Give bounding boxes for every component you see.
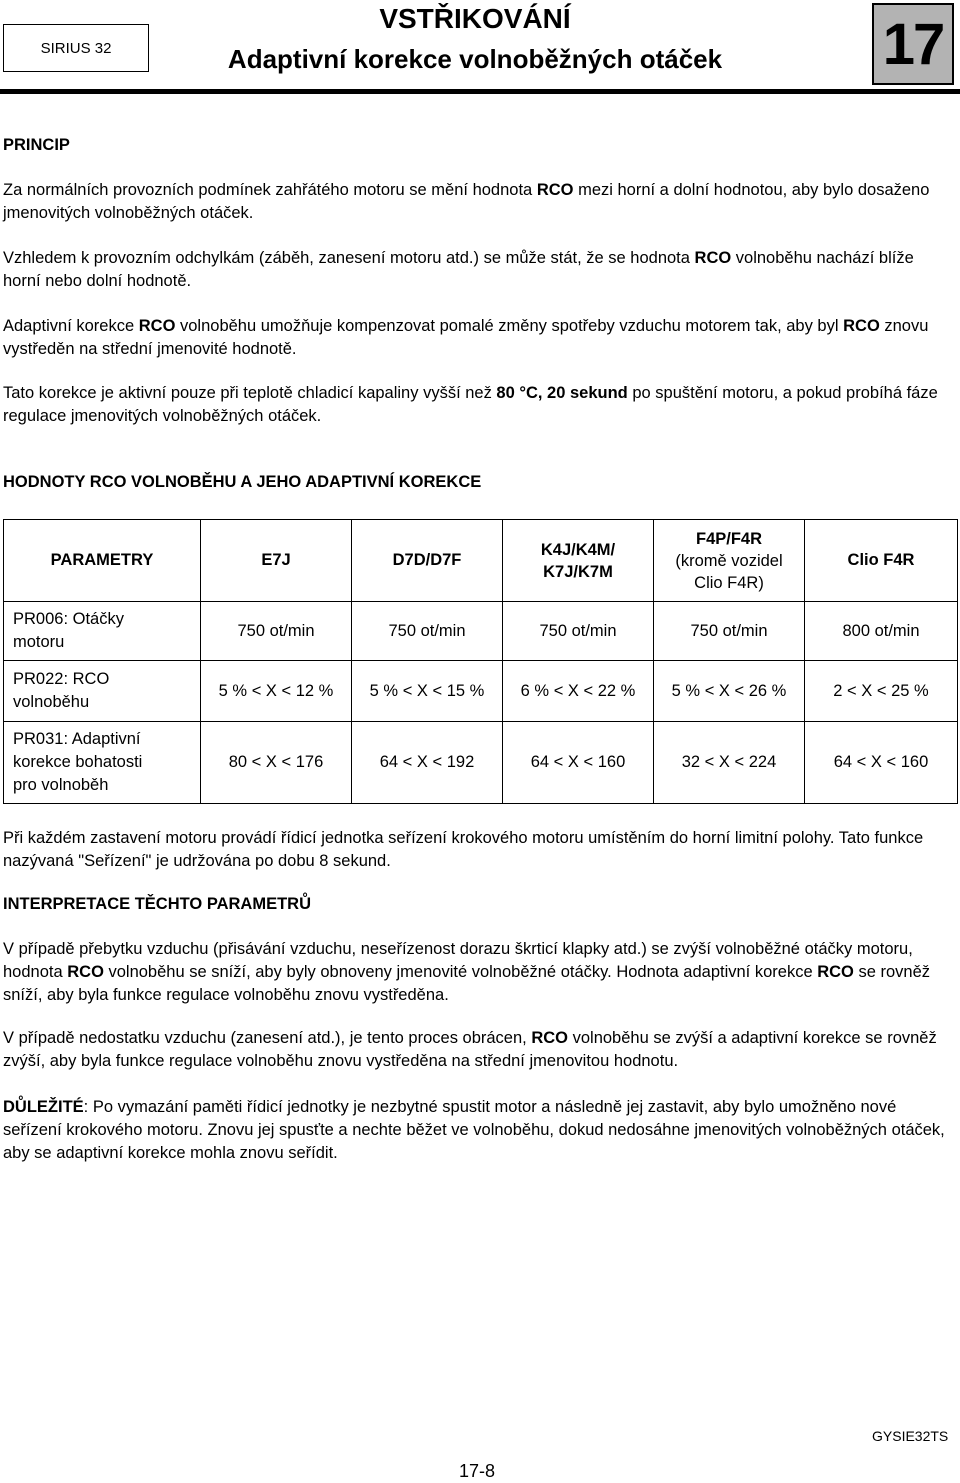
values-heading: HODNOTY RCO VOLNOBĚHU A JEHO ADAPTIVNÍ KOREKCE [3,473,482,491]
table-cell: 2 < X < 25 % [805,661,958,722]
header-text: K4J/K4M/ K7J/K7M [540,540,616,581]
table-cell: 750 ot/min [201,602,352,661]
rco-term: RCO [531,1029,569,1047]
header-parametry: PARAMETRY [4,520,201,602]
rco-term: RCO [817,963,854,981]
important-note [3,1096,953,1165]
table-cell: 750 ot/min [352,602,503,661]
table-row [4,722,958,804]
text: znovu vystředěn na střední jmenovité hodnotě. [3,317,929,358]
page-subtitle: Adaptivní korekce volnoběžných otáček [227,44,723,74]
table-cell: 750 ot/min [654,602,805,661]
page-title: VSTŘIKOVÁNÍ [379,3,571,34]
table-row [4,602,958,661]
interpretation-paragraph-2 [3,1027,953,1073]
rco-term: RCO [67,963,104,981]
text: Vzhledem k provozním odchylkám (záběh, zanesení motoru atd.) se může stát, že se hodnota [3,249,695,267]
table-cell: 6 % < X < 22 % [503,661,654,722]
table-cell: 5 % < X < 15 % [352,661,503,722]
header-f4p-f4r [654,520,805,602]
table-cell: 32 < X < 224 [654,722,805,804]
text: mezi horní a dolní hodnotou, aby bylo dosaženo jmenovitých volnoběžných otáček. [3,181,930,222]
principle-paragraph-3 [3,315,953,361]
text: Tato korekce je aktivní pouze při teplotě chladicí kapaliny vyšší než [3,384,497,402]
important-label: DŮLEŽITÉ [3,1098,84,1116]
footer-code: GYSIE32TS [872,1428,949,1444]
table-cell: 64 < X < 192 [352,722,503,804]
rco-term: RCO [694,249,732,267]
text: volnoběhu se sníží, aby byly obnoveny jmenovité volnoběžné otáčky. Hodnota adaptivní korekce [103,963,818,981]
table-cell: 5 % < X < 12 % [201,661,352,722]
row-label: PR022: RCO volnoběhu [4,661,201,722]
doc-code-box [3,24,149,72]
text: : Po vymazání paměti řídicí jednotky je nezbytné spustit motor a následně jej zastavit, aby bylo umožněno nové seřízení krokového motoru. Znovu jej spusťte a nechte běžet ve volnoběhu, dokud nedosáhne jmenovitých volnoběžných otáček, aby se adaptivní korekce mohla znovu seřídit. [3,1098,945,1162]
interpretation-paragraph-1 [3,938,953,1007]
interpretation-heading: INTERPRETACE TĚCHTO PARAMETRŮ [3,895,312,913]
header-text: F4P/F4R [695,529,763,548]
section-number: 17 [882,11,944,77]
text: volnoběhu nachází blíže horní nebo dolní hodnotě. [3,249,914,290]
text: volnoběhu umožňuje kompenzovat pomalé změny spotřeby vzduchu motorem tak, aby byl [175,317,844,335]
row-label: PR006: Otáčky motoru [4,602,201,661]
table-cell: 800 ot/min [805,602,958,661]
page-number: 17-8 [459,1461,496,1481]
text: Adaptivní korekce [3,317,139,335]
temperature-condition: 80 °C, 20 sekund [496,384,628,402]
parameters-table [3,519,958,804]
row-label: PR031: Adaptivní korekce bohatosti pro volnoběh [4,722,201,804]
header-d7d-d7f: D7D/D7F [352,520,503,602]
text: V případě přebytku vzduchu (přisávání vzduchu, neseřízenost dorazu škrticí klapky atd.) se zvýší volnoběžné otáčky motoru, hodnota [3,940,913,981]
principle-heading: PRINCIP [3,136,70,154]
rco-term: RCO [138,317,176,335]
text: volnoběhu se zvýší a adaptivní korekce se rovněž zvýší, aby byla funkce regulace volnoběhu znovu vystředěna na střední jmenovitou hodnotu. [3,1029,937,1070]
rco-term: RCO [843,317,880,335]
table-row [4,661,958,722]
rco-term: RCO [536,181,574,199]
table-cell: 64 < X < 160 [503,722,654,804]
table-cell: 750 ot/min [503,602,654,661]
header-note: (kromě vozidel Clio F4R) [675,551,783,592]
text: po spuštění motoru, a pokud probíhá fáze regulace jmenovitých volnoběžných otáček. [3,384,938,425]
principle-paragraph-1 [3,179,953,225]
header-divider [0,89,960,94]
principle-paragraph-4 [3,382,953,428]
table-note: Při každém zastavení motoru provádí řídicí jednotka seřízení krokového motoru umístěním do horní limitní polohy. Tato funkce nazývaná "Seřízení" je udržována po dobu 8 sekund. [3,829,924,870]
text: V případě nedostatku vzduchu (zanesení atd.), je tento proces obrácen, [3,1029,532,1047]
text: Za normálních provozních podmínek zahřátého motoru se mění hodnota [3,181,537,199]
section-number-box [872,3,954,85]
header-clio-f4r: Clio F4R [805,520,958,602]
table-cell: 80 < X < 176 [201,722,352,804]
header-e7j: E7J [201,520,352,602]
header-k4j-k7j [503,520,654,602]
doc-code: SIRIUS 32 [40,39,112,57]
table-cell: 5 % < X < 26 % [654,661,805,722]
principle-paragraph-2 [3,247,953,293]
table-cell: 64 < X < 160 [805,722,958,804]
table-header-row [4,520,958,602]
text: se rovněž sníží, aby byla funkce regulace volnoběhu znovu vystředěna. [3,963,930,1004]
